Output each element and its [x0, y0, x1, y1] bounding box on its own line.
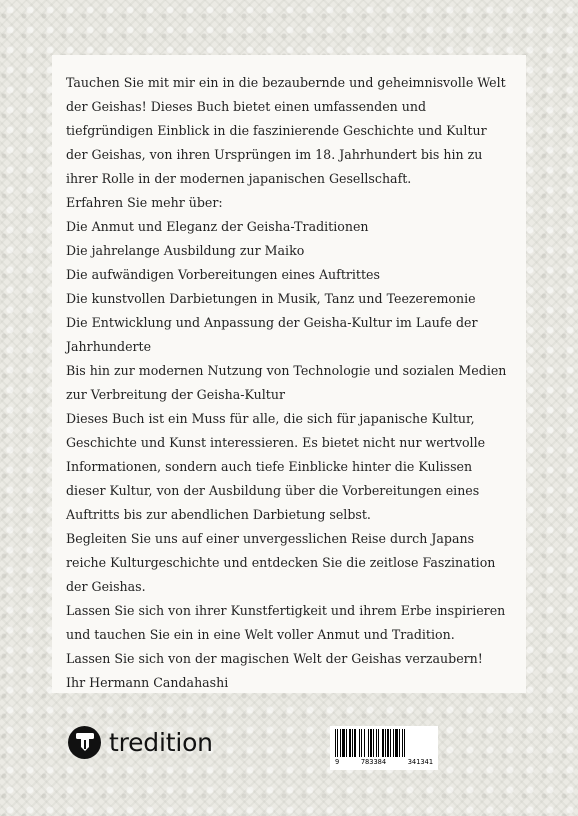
barcode-digit-group-1: 783384	[360, 758, 387, 766]
barcode-digits	[335, 758, 433, 766]
publisher-logo	[68, 725, 213, 759]
description-text	[66, 71, 512, 695]
barcode-bars	[335, 729, 433, 757]
paragraph: Begleiten Sie uns auf einer unvergesslichen Reise durch Japans reiche Kulturgeschichte und entdecken Sie die zeitlose Faszination der Geishas.	[66, 531, 496, 594]
paragraph: Lassen Sie sich von ihrer Kunstfertigkeit und ihrem Erbe inspirieren und tauchen Sie ein in eine Welt voller Anmut und Tradition.	[66, 603, 506, 642]
list-item: Die kunstvollen Darbietungen in Musik, Tanz und Teezeremonie	[66, 291, 476, 306]
isbn-barcode	[330, 726, 438, 770]
barcode-digit-group-2: 341341	[407, 758, 433, 766]
publisher-name: tredition	[109, 727, 213, 757]
tredition-logo-icon	[68, 726, 101, 759]
paragraph: Dieses Buch ist ein Muss für alle, die sich für japanische Kultur, Geschichte und Kunst interessieren. Es bietet nicht nur wertvolle Informationen, sondern auch tiefe Einblicke hinter die Kulissen dieser Kultur, von der Ausbildung über die Vorbereitungen eines Auftritts bis zur abendlichen Darbietung selbst.	[66, 411, 486, 522]
list-item: Die aufwändigen Vorbereitungen eines Auftrittes	[66, 267, 380, 282]
paragraph: Lassen Sie sich von der magischen Welt der Geishas verzaubern!	[66, 651, 483, 666]
list-item: Die Anmut und Eleganz der Geisha-Traditionen	[66, 219, 369, 234]
list-item: Bis hin zur modernen Nutzung von Technologie und sozialen Medien zur Verbreitung der Geisha-Kultur	[66, 363, 507, 402]
barcode-bar	[404, 729, 405, 757]
barcode-digit-prefix: 9	[335, 758, 340, 766]
paragraph: Tauchen Sie mit mir ein in die bezaubernde und geheimnisvolle Welt der Geishas! Dieses Buch bietet einen umfassenden und tiefgründigen Einblick in die faszinierende Geschichte und Kultur der Geishas, von ihren Ursprüngen im 18. Jahrhundert bis hin zu ihrer Rolle in der modernen japanischen Gesellschaft.	[66, 75, 506, 186]
list-item: Die Entwicklung und Anpassung der Geisha-Kultur im Laufe der Jahrhunderte	[66, 315, 478, 354]
back-cover-text-panel	[52, 55, 526, 693]
author-signature: Ihr Hermann Candahashi	[66, 675, 229, 690]
list-item: Die jahrelange Ausbildung zur Maiko	[66, 243, 305, 258]
paragraph: Erfahren Sie mehr über:	[66, 195, 223, 210]
